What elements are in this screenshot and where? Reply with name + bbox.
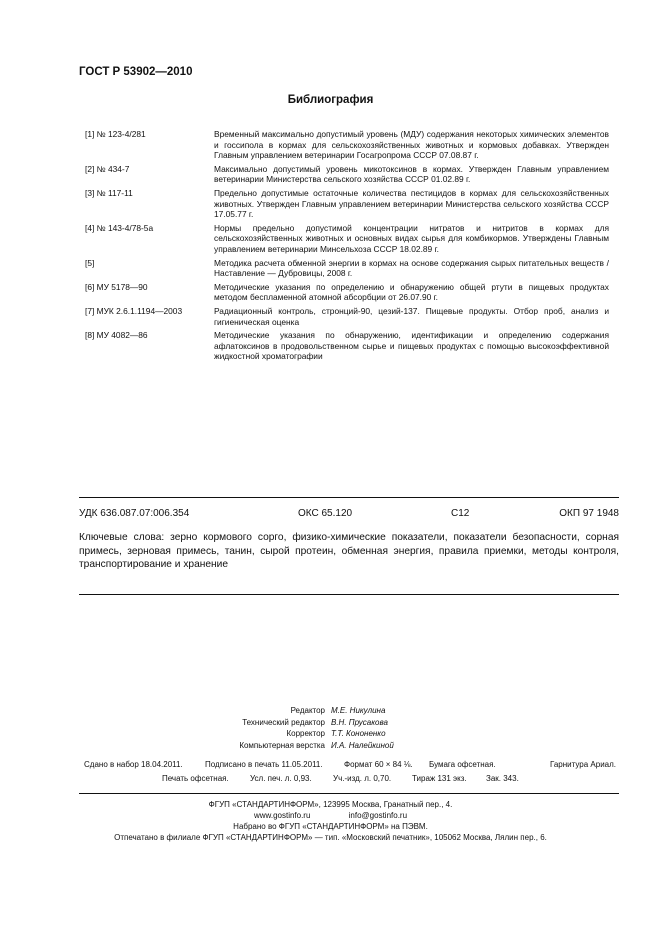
publisher-address: ФГУП «СТАНДАРТИНФОРМ», 123995 Москва, Гранатный пер., 4. [208,800,453,809]
credit-name: М.Е. Никулина [331,706,386,715]
paper-format: Формат 60 × 84 ⅛. [344,760,413,769]
printed-note: Отпечатано в филиале ФГУП «СТАНДАРТИНФОРМ» — тип. «Московский печатник», 105062 Москва, Лялин пер., 6. [114,833,547,842]
bibliography-list [85,129,609,365]
bib-text: Нормы предельно допустимой концентрации нитратов и нитритов в кормах для сельскохозяйственных животных и основных видах сырья для комбикормов. Утверждены Главным управлением ветеринарии Минсельхоза СССР 18.02.89 г. [214,222,609,254]
credits-block [200,705,530,751]
bib-text: Методические указания по определению и обнаружению общей ртути в пищевых продуктах методом беспламенной атомной абсорбции от 26.07.90 г. [214,281,609,303]
credit-role: Технический редактор [242,717,325,727]
credit-tech-editor [200,717,530,729]
bib-entry-1 [85,129,609,161]
oks-code: ОКС 65.120 [298,508,353,519]
bib-text: Максимально допустимый уровень микотоксинов в кормах. Утвержден Главным управлением ветеринарии Министерства сельского хозяйства СССР 01.02.89 г. [214,163,609,185]
bib-text: Методика расчета обменной энергии в кормах на основе содержания сырых питательных веществ /Наставление — Дубровицы, 2008 г. [214,257,609,279]
bib-text: Предельно допустимые остаточные количества пестицидов в кормах для сельскохозяйственных животных. Утвержден Главным управлением ветеринарии Министерства сельского хозяйства СССР 17.05.77 г. [214,187,609,220]
credit-role: Корректор [286,729,325,738]
bib-entry-3 [85,188,609,220]
bib-entry-5 [85,258,609,279]
paper-type: Бумага офсетная. [429,760,496,769]
group-code: С12 [451,508,470,519]
credit-name: И.А. Налейкиной [331,740,394,750]
typeset-note: Набрано во ФГУП «СТАНДАРТИНФОРМ» на ПЭВМ. [233,822,428,831]
bib-ref: [4] № 143-4/78-5а [85,222,154,233]
bibliography-title: Библиография [287,94,374,106]
bib-ref: [3] № 117-11 [85,187,133,198]
bib-entry-6 [85,282,609,303]
footer [0,799,661,843]
credit-layout [200,740,530,752]
credit-name: В.Н. Прусакова [331,717,388,727]
bib-text: Радиационный контроль, стронций-90, цезий-137. Пищевые продукты. Отбор проб, анализ и гигиеническая оценка [214,305,609,327]
okp-code: ОКП 97 1948 [559,508,619,519]
credit-proofreader [200,728,530,740]
bib-ref: [2] № 434-7 [85,163,130,174]
print-method: Печать офсетная. [162,774,229,783]
bib-entry-2 [85,164,609,185]
bib-ref: [1] № 123-4/281 [85,129,146,139]
bib-entry-8 [85,330,609,362]
bib-entry-4 [85,223,609,255]
website-link[interactable]: www.gostinfo.ru [253,811,311,820]
credit-name: Т.Т. Кононенко [331,729,386,738]
bib-text: Временный максимально допустимый уровень (МДУ) содержания некоторых химических элементов и госсипола в кормах для сельскохозяйственных животных и кормовых добавках. Утвержден Главным управлением ветеринарии Госагропрома СССР 07.08.87 г. [214,129,609,161]
publishing-sheets: Уч.-изд. л. 0,70. [333,774,392,783]
print-sheets: Усл. печ. л. 0,93. [250,774,312,783]
bib-text: Методические указания по обнаружению, идентификации и определению содержания афлатоксинов в продовольственном сырье и пищевых продуктах с помощью высокоэффективной жидкостной хроматографии [214,330,609,362]
bib-ref: [7] МУК 2.6.1.1194—2003 [85,305,183,316]
bib-ref: [8] МУ 4082—86 [85,330,148,341]
section-divider-top [79,497,619,498]
credit-role: Редактор [290,706,325,715]
footer-divider [79,793,619,794]
bib-ref: [6] МУ 5178—90 [85,281,148,292]
contact-row [0,810,661,821]
signed-date: Подписано в печать 11.05.2011. [205,760,323,769]
order-number: Зак. 343. [486,774,519,783]
standard-code: ГОСТ Р 53902—2010 [79,66,193,78]
section-divider-bottom [79,594,619,595]
submitted-date: Сдано в набор 18.04.2011. [84,760,183,769]
credit-editor [200,705,530,717]
typeface: Гарнитура Ариал. [549,760,616,769]
print-run: Тираж 131 экз. [412,774,467,783]
bib-entry-7 [85,306,609,327]
udk-code: УДК 636.087.07:006.354 [79,508,190,519]
keywords-text: Ключевые слова: зерно кормового сорго, физико-химические показатели, показатели безопасности, сорная примесь, зерновая примесь, танин, сырой протеин, обменная энергия, правила приемки, методы контроля, транспортирование и хранение [79,532,619,570]
bib-ref: [5] [85,257,95,268]
email-link[interactable]: info@gostinfo.ru [348,811,408,820]
credit-role: Компьютерная верстка [239,740,325,750]
